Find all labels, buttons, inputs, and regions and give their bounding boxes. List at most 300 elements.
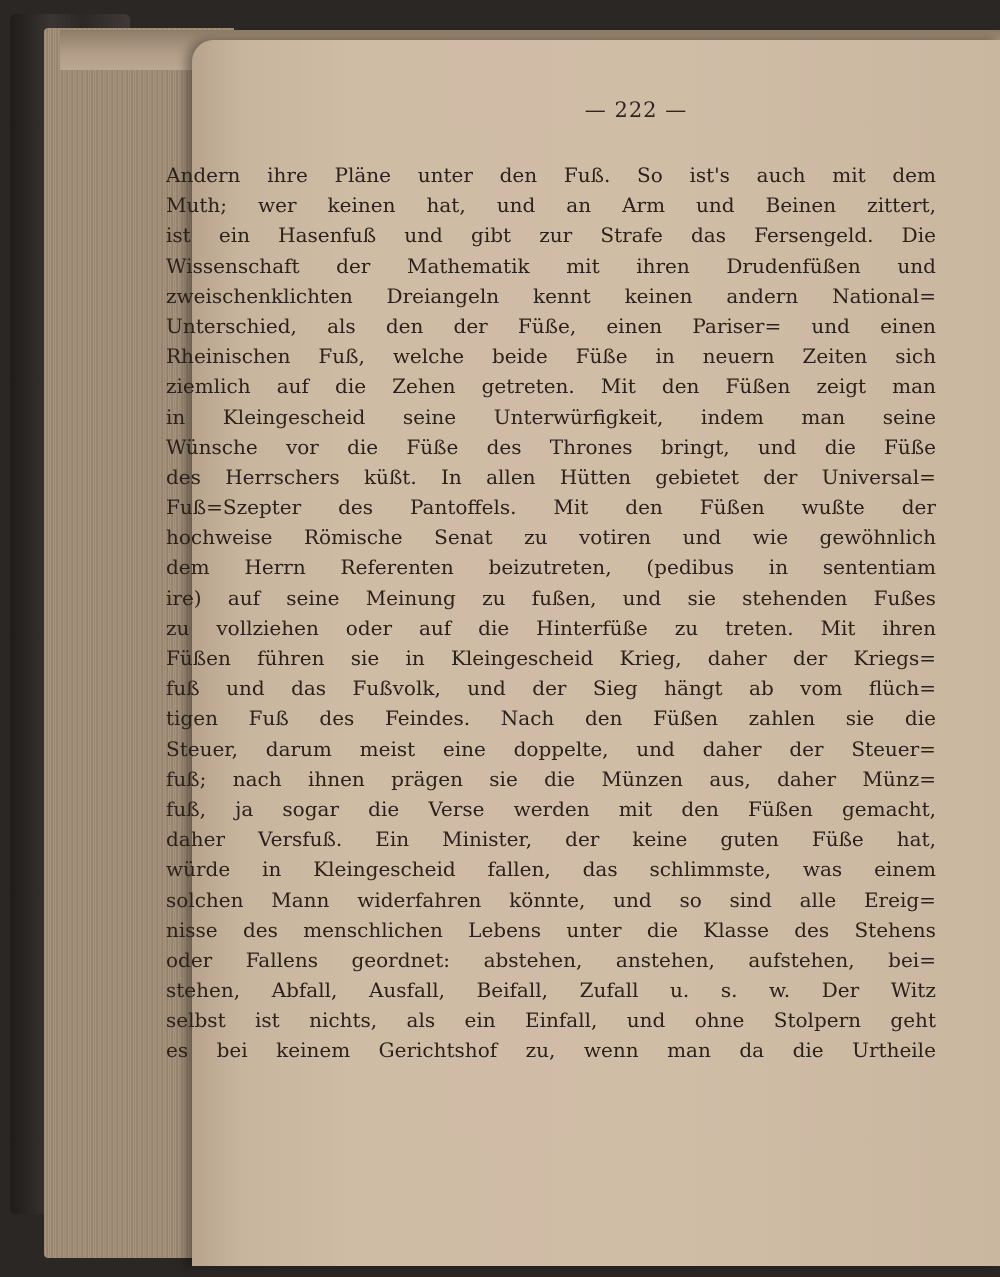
word: des — [242, 917, 278, 942]
word: ziemlich — [166, 374, 251, 399]
word: Füße — [811, 827, 864, 852]
word: die — [368, 796, 400, 821]
word: wie — [752, 525, 789, 550]
word: ihre — [267, 163, 308, 187]
text-line — [166, 492, 936, 522]
word: ihnen — [307, 766, 365, 791]
word: Einfall, — [525, 1008, 598, 1033]
word: hat, — [426, 193, 466, 218]
word: Versfuß. — [258, 827, 343, 852]
text-line — [166, 583, 936, 613]
word: u. — [670, 978, 690, 1003]
word: Fuß — [248, 706, 289, 731]
word: den — [499, 163, 538, 187]
word: des — [338, 495, 374, 520]
word: Rheinischen — [166, 344, 291, 369]
word: seine — [882, 404, 936, 429]
word: würde — [166, 857, 231, 882]
word: unter — [417, 163, 473, 187]
text-line — [166, 673, 936, 703]
word: sie — [489, 766, 518, 791]
word: Unterschied, — [166, 313, 297, 338]
word: als — [327, 313, 356, 338]
word: und — [811, 313, 850, 338]
word: Herrschers — [225, 464, 340, 489]
text-line — [166, 824, 936, 854]
word: Füße — [575, 344, 628, 369]
word: mit — [618, 796, 653, 821]
word: die — [347, 434, 379, 459]
word: Römische — [303, 525, 403, 550]
word: neuern — [702, 344, 775, 369]
word: w. — [769, 978, 791, 1003]
text-line — [166, 220, 936, 250]
word: fuß; — [166, 766, 207, 791]
word: zu — [482, 585, 506, 610]
text-line — [166, 854, 936, 884]
word: zu — [524, 525, 548, 550]
word: Kleingescheid — [450, 646, 594, 670]
word: Kleingescheid — [222, 404, 366, 429]
word: die — [544, 766, 576, 791]
word: Steuer= — [851, 736, 936, 761]
word: Stolpern — [773, 1008, 862, 1033]
word: wer — [258, 193, 297, 218]
word: dem — [166, 555, 210, 580]
word: führen — [257, 646, 325, 670]
word: Verse — [428, 796, 485, 821]
word: s. — [720, 978, 738, 1003]
word: sogar — [282, 796, 339, 821]
word: Herrn — [244, 555, 306, 580]
word: vom — [800, 676, 843, 701]
word: Füßen — [725, 374, 791, 399]
word: votiren — [579, 525, 652, 550]
word: Urtheile — [852, 1038, 936, 1063]
word: der — [901, 495, 936, 520]
word: des — [794, 917, 830, 942]
word: Münzen — [601, 766, 683, 791]
word: Fuß, — [318, 344, 365, 369]
text-line — [166, 432, 936, 462]
word: hängt — [664, 676, 723, 701]
word: da — [739, 1038, 765, 1063]
word: der — [565, 827, 600, 852]
word: Fuß. — [563, 163, 611, 187]
word: ein — [218, 223, 250, 248]
word: Mit — [553, 495, 589, 520]
word: tigen — [166, 706, 218, 731]
word: Hinterfüße — [536, 615, 648, 640]
page-text — [166, 160, 936, 1066]
word: Füßen — [166, 646, 231, 670]
word: Der — [821, 978, 860, 1003]
word: Kleingescheid — [313, 857, 456, 882]
word: sie — [845, 706, 875, 731]
word: solchen — [166, 887, 244, 912]
word: meist — [359, 736, 416, 761]
word: sententiam — [822, 555, 936, 580]
word: Gerichtshof — [378, 1038, 498, 1063]
word: der — [532, 676, 567, 701]
word: Wissenschaft — [166, 253, 300, 278]
word: Die — [901, 223, 936, 248]
word: auch — [756, 163, 806, 187]
word: Füße — [884, 434, 936, 459]
word: keinen — [624, 283, 693, 308]
word: in — [768, 555, 789, 580]
word: Zufall — [579, 978, 639, 1003]
word: Münz= — [862, 766, 936, 791]
word: Ein — [375, 827, 410, 852]
word: zu — [166, 615, 190, 640]
text-line — [166, 885, 936, 915]
word: Referenten — [340, 555, 454, 580]
word: indem — [700, 404, 764, 429]
word: so — [679, 887, 702, 912]
word: werden — [513, 796, 590, 821]
word: ist — [255, 1008, 280, 1033]
word: auf — [276, 374, 309, 399]
word: man — [667, 1038, 711, 1063]
word: sie — [350, 646, 380, 670]
word: guten — [720, 827, 779, 852]
word: der — [793, 646, 828, 670]
word: sie — [687, 585, 716, 610]
text-line — [166, 251, 936, 281]
word: Andern — [166, 163, 241, 187]
word: daher — [707, 646, 767, 670]
word: Fallens — [245, 947, 318, 972]
word: daher — [777, 766, 837, 791]
word: Feindes. — [384, 706, 471, 731]
word: nichts, — [309, 1008, 378, 1033]
word: Strafe — [600, 223, 663, 248]
word: (pedibus — [646, 555, 734, 580]
word: ist — [166, 223, 191, 248]
word: Drudenfüßen — [726, 253, 861, 278]
word: welche — [392, 344, 465, 369]
word: Universal= — [821, 464, 936, 489]
word: den — [681, 796, 719, 821]
word: aus, — [709, 766, 751, 791]
word: gibt — [471, 223, 512, 248]
word: der — [763, 464, 798, 489]
word: den — [625, 495, 663, 520]
text-line — [166, 311, 936, 341]
word: National= — [832, 283, 936, 308]
word: Füße, — [517, 313, 577, 338]
word: bei= — [888, 947, 936, 972]
word: keinem — [276, 1038, 351, 1063]
word: ab — [749, 676, 774, 701]
word: Fußes — [873, 585, 936, 610]
word: nisse — [166, 917, 218, 942]
word: sind — [729, 887, 772, 912]
word: Fuß=Szepter — [166, 495, 302, 520]
word: Hasenfuß — [278, 223, 377, 248]
word: in — [655, 344, 675, 369]
word: das — [691, 223, 726, 248]
word: in — [262, 857, 282, 882]
text-line — [166, 703, 936, 733]
word: Beifall, — [476, 978, 548, 1003]
word: vor — [285, 434, 319, 459]
word: Witz — [890, 978, 936, 1003]
word: allen — [486, 464, 536, 489]
word: ohne — [694, 1008, 745, 1033]
page-number: — 222 — — [584, 98, 688, 122]
word: und — [404, 223, 443, 248]
word: Dreiangeln — [386, 283, 500, 308]
word: nach — [232, 766, 282, 791]
word: dem — [892, 163, 936, 187]
word: keine — [632, 827, 688, 852]
word: zittert, — [867, 193, 936, 218]
word: ire) — [166, 585, 202, 610]
word: was — [802, 857, 843, 882]
word: Kriegs= — [853, 646, 936, 670]
word: in — [405, 646, 425, 670]
word: aufstehen, — [748, 947, 855, 972]
word: geht — [890, 1008, 936, 1033]
word: Arm — [622, 193, 666, 218]
text-line — [166, 764, 936, 794]
word: bringt, — [660, 434, 730, 459]
word: oder — [166, 947, 213, 972]
word: Füße — [406, 434, 459, 459]
word: daher — [702, 736, 762, 761]
word: zu, — [525, 1038, 556, 1063]
text-line — [166, 734, 936, 764]
word: Pläne — [334, 163, 391, 187]
word: den — [385, 313, 424, 338]
text-line — [166, 281, 936, 311]
word: bei — [216, 1038, 248, 1063]
word: Thrones — [549, 434, 633, 459]
word: anstehen, — [615, 947, 715, 972]
word: Hütten — [559, 464, 631, 489]
word: andern — [726, 283, 799, 308]
word: Ausfall, — [368, 978, 446, 1003]
word: die — [792, 1038, 824, 1063]
word: zur — [539, 223, 573, 248]
word: mit — [832, 163, 866, 187]
word: Beinen — [765, 193, 837, 218]
word: Zeiten — [802, 344, 868, 369]
word: selbst — [166, 1008, 226, 1033]
word: Mann — [271, 887, 330, 912]
word: ein — [464, 1008, 496, 1033]
word: die — [646, 917, 678, 942]
word: des — [486, 434, 522, 459]
word: ihren — [636, 253, 690, 278]
word: und — [682, 525, 722, 550]
word: gebietet — [655, 464, 739, 489]
word: hochweise — [166, 525, 273, 550]
word: der — [453, 313, 488, 338]
word: wenn — [583, 1038, 639, 1063]
word: In — [441, 464, 462, 489]
word: Ereig= — [863, 887, 936, 912]
text-line — [166, 552, 936, 582]
word: eine — [442, 736, 486, 761]
word: Füßen — [747, 796, 813, 821]
word: Wünsche — [166, 434, 258, 459]
text-line — [166, 975, 936, 1005]
text-line — [166, 643, 936, 673]
word: sich — [895, 344, 936, 369]
word: und — [613, 887, 652, 912]
word: und — [626, 1008, 666, 1033]
word: Mit — [820, 615, 856, 640]
word: unter — [566, 917, 622, 942]
word: daher — [166, 827, 226, 852]
word: Steuer, — [166, 736, 239, 761]
word: kennt — [532, 283, 591, 308]
word: gewöhnlich — [819, 525, 936, 550]
word: die — [904, 706, 936, 731]
word: wußte — [801, 495, 865, 520]
word: und — [496, 193, 536, 218]
word: vollziehen — [216, 615, 319, 640]
word: an — [566, 193, 592, 218]
word: des — [166, 464, 201, 489]
word: Füßen — [653, 706, 718, 731]
word: in — [166, 404, 186, 429]
text-line — [166, 341, 936, 371]
word: das — [582, 857, 618, 882]
word: Mit — [600, 374, 636, 399]
word: hat, — [896, 827, 936, 852]
text-line — [166, 915, 936, 945]
word: Muth; — [166, 193, 228, 218]
word: fallen, — [487, 857, 551, 882]
word: und — [622, 585, 662, 610]
word: die — [824, 434, 856, 459]
word: Füßen — [699, 495, 765, 520]
word: Lebens — [468, 917, 542, 942]
word: die — [335, 374, 367, 399]
word: und — [636, 736, 675, 761]
word: Meinung — [365, 585, 456, 610]
word: einen — [606, 313, 663, 338]
word: küßt. — [363, 464, 417, 489]
word: Mathematik — [406, 253, 530, 278]
word: prägen — [391, 766, 463, 791]
word: darum — [265, 736, 332, 761]
text-line — [166, 402, 936, 432]
word: flüch= — [868, 676, 936, 701]
word: die — [478, 615, 510, 640]
word: Nach — [500, 706, 555, 731]
word: Fußvolk, — [352, 676, 441, 701]
word: seine — [286, 585, 340, 610]
word: Minister, — [442, 827, 533, 852]
word: man — [892, 374, 936, 399]
word: Krieg, — [619, 646, 682, 670]
word: schlimmste, — [649, 857, 772, 882]
word: Stehens — [854, 917, 936, 942]
word: Pariser= — [692, 313, 782, 338]
word: zeigt — [816, 374, 867, 399]
word: auf — [227, 585, 261, 610]
word: geordnet: — [351, 947, 451, 972]
text-line — [166, 371, 936, 401]
word: doppelte, — [513, 736, 609, 761]
word: alle — [799, 887, 837, 912]
word: beizutreten, — [488, 555, 612, 580]
word: und — [897, 253, 936, 278]
word: einen — [880, 313, 936, 338]
word: beide — [492, 344, 548, 369]
word: des — [319, 706, 355, 731]
word: getreten. — [481, 374, 575, 399]
word: zweischenklichten — [166, 283, 353, 308]
word: und — [226, 676, 265, 701]
word: und — [757, 434, 797, 459]
word: Unterwürfigkeit, — [493, 404, 664, 429]
word: Pantoffels. — [409, 495, 517, 520]
word: fuß, — [166, 796, 206, 821]
word: fuß — [166, 676, 200, 701]
word: ist's — [689, 163, 730, 187]
word: Senat — [434, 525, 493, 550]
word: abstehen, — [483, 947, 583, 972]
word: seine — [402, 404, 457, 429]
text-line — [166, 1035, 936, 1065]
text-line — [166, 522, 936, 552]
text-line — [166, 160, 936, 190]
word: stehenden — [742, 585, 848, 610]
word: ja — [235, 796, 254, 821]
text-line — [166, 613, 936, 643]
word: Sieg — [592, 676, 638, 701]
word: keinen — [327, 193, 396, 218]
word: zahlen — [748, 706, 816, 731]
word: man — [801, 404, 846, 429]
word: Klasse — [703, 917, 769, 942]
word: So — [637, 163, 663, 187]
word: menschlichen — [303, 917, 443, 942]
word: stehen, — [166, 978, 241, 1003]
word: auf — [418, 615, 452, 640]
text-line — [166, 462, 936, 492]
word: widerfahren — [357, 887, 482, 912]
word: einem — [874, 857, 936, 882]
word: oder — [345, 615, 393, 640]
word: ihren — [882, 615, 936, 640]
word: Fersengeld. — [754, 223, 874, 248]
word: den — [584, 706, 623, 731]
word: fußen, — [531, 585, 597, 610]
word: könnte, — [509, 887, 586, 912]
text-line — [166, 945, 936, 975]
word: den — [661, 374, 700, 399]
word: es — [166, 1038, 189, 1063]
word: und — [467, 676, 506, 701]
word: der — [336, 253, 371, 278]
word: Abfall, — [271, 978, 338, 1003]
word: gemacht, — [841, 796, 936, 821]
word: als — [406, 1008, 436, 1033]
word: der — [789, 736, 824, 761]
text-line — [166, 1005, 936, 1035]
word: und — [696, 193, 735, 218]
text-line — [166, 190, 936, 220]
word: Zehen — [392, 374, 456, 399]
word: zu — [674, 615, 699, 640]
